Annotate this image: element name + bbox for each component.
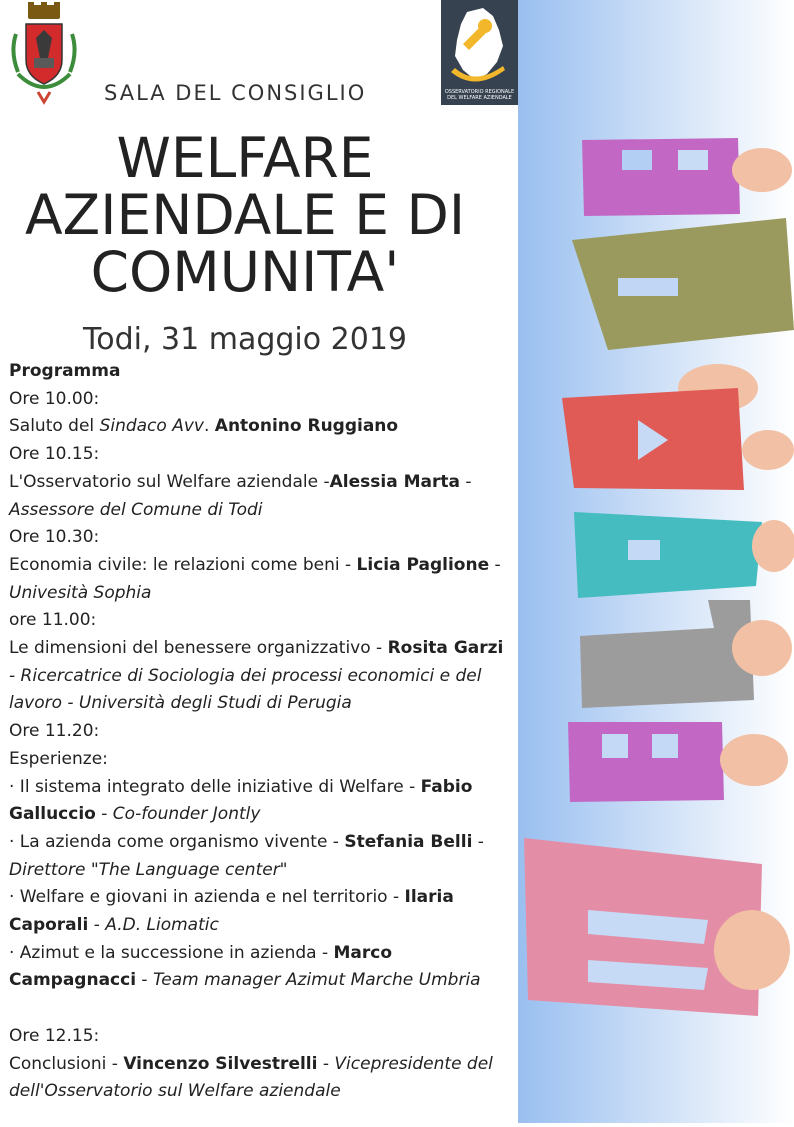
session-detail: [9, 469, 517, 497]
session-time: Ore 10.15:: [9, 444, 100, 465]
experience-item: [9, 884, 517, 912]
spacer: [9, 995, 517, 1023]
speaker-role: Assessore del Comune di Todi: [9, 499, 263, 520]
session-role-line: [9, 663, 517, 691]
title-line-1: WELFARE: [116, 126, 374, 190]
session-detail: [9, 635, 517, 663]
speaker-role: Vicepresidente del: [334, 1053, 493, 1074]
session-detail: [9, 552, 517, 580]
session-detail: [9, 413, 517, 441]
session-text: -: [459, 471, 472, 492]
speaker-role: A.D. Liomatic: [105, 915, 219, 936]
speaker-name: Fabio: [420, 776, 473, 797]
session-role-line: [9, 1078, 517, 1106]
session-text: .: [203, 416, 215, 437]
session-text: -: [88, 915, 106, 936]
experience-item-cont: [9, 912, 517, 940]
experience-item: [9, 829, 517, 857]
experiences-heading: Esperienze:: [9, 748, 108, 769]
session-text: Saluto del: [9, 416, 100, 437]
speaker-name: Galluccio: [9, 804, 96, 825]
session-time: Ore 11.20:: [9, 721, 100, 742]
session-text: -: [317, 1053, 335, 1074]
session-text: · Welfare e giovani in azienda e nel territorio -: [9, 887, 405, 908]
speaker-role: - Ricercatrice di Sociologia dei processi economici e del: [9, 665, 482, 686]
title-line-2: AZIENDALE E DI: [24, 183, 466, 247]
session-time: ore 11.00:: [9, 610, 97, 631]
logo-text-line-1: OSSERVATORIO REGIONALE: [444, 89, 515, 95]
session-text: · Il sistema integrato delle iniziative di Welfare -: [9, 776, 421, 797]
speaker-role: dell'Osservatorio sul Welfare aziendale: [9, 1081, 341, 1102]
observatory-logo: [441, 0, 518, 105]
letter-f: [574, 512, 762, 598]
speaker-name: Alessia Marta: [329, 471, 460, 492]
session-text: · La azienda come organismo vivente -: [9, 831, 345, 852]
venue-label: SALA DEL CONSIGLIO: [104, 81, 367, 105]
logo-text-line-2: DEL WELFARE AZIENDALE: [447, 95, 512, 101]
letter-r: [572, 218, 794, 350]
session-time: Ore 10.30:: [9, 527, 100, 548]
speaker-name: Caporali: [9, 915, 89, 936]
speaker-name: Marco: [333, 942, 393, 963]
session-text: L'Osservatorio sul Welfare aziendale -: [9, 471, 330, 492]
session-text: -: [489, 554, 501, 575]
session-time: Ore 12.15:: [9, 1025, 100, 1046]
program-heading-text: Programma: [9, 361, 121, 381]
speaker-role: Co-founder Jontly: [112, 804, 261, 825]
speaker-name: Ilaria: [404, 887, 454, 908]
event-date: Todi, 31 maggio 2019: [82, 322, 407, 357]
title-line-3: COMUNITA': [90, 240, 400, 304]
session-role-line: [9, 580, 517, 608]
speaker-role: lavoro - Università degli Studi di Perugia: [9, 693, 352, 714]
program-list: [9, 358, 517, 1106]
experience-item: [9, 774, 517, 802]
session-text: -: [95, 804, 113, 825]
letter-l: [580, 600, 754, 708]
session-text: Conclusioni -: [9, 1053, 124, 1074]
speaker-name: Antonino Ruggiano: [214, 416, 399, 437]
event-title: [0, 126, 490, 304]
session-text: Le dimensioni del benessere organizzativo -: [9, 638, 388, 659]
session-detail: [9, 1051, 517, 1079]
session-text: -: [136, 970, 153, 991]
speaker-name: Licia Paglione: [356, 554, 490, 575]
session-role-line: [9, 690, 517, 718]
speaker-name: Rosita Garzi: [387, 638, 504, 659]
speaker-role: Univesità Sophia: [9, 582, 152, 603]
municipal-crest-icon: [8, 2, 80, 110]
session-time: Ore 10.00:: [9, 388, 100, 409]
umbria-map-icon: [441, 4, 518, 89]
experience-item: [9, 940, 517, 968]
letter-a: [562, 388, 744, 490]
welfare-letters-illustration: [518, 0, 794, 1123]
letter-e-top: [582, 138, 740, 216]
speaker-role: Team manager Azimut Marche Umbria: [152, 970, 481, 991]
experience-item-cont: [9, 857, 517, 885]
speaker-name: Stefania Belli: [344, 831, 473, 852]
letter-e-bottom: [568, 722, 724, 802]
session-role-line: [9, 497, 517, 525]
speaker-role: Direttore "The Language center": [9, 859, 288, 880]
session-role: Sindaco Avv: [99, 416, 204, 437]
speaker-name: Vincenzo Silvestrelli: [123, 1053, 318, 1074]
experience-item-cont: [9, 801, 517, 829]
decorative-welfare-panel: [518, 0, 794, 1123]
session-text: -: [472, 831, 484, 852]
experience-item-cont: [9, 967, 517, 995]
speaker-name: Campagnacci: [9, 970, 137, 991]
program-heading: [9, 358, 517, 386]
session-text: · Azimut e la successione in azienda -: [9, 942, 334, 963]
session-text: Economia civile: le relazioni come beni -: [9, 554, 357, 575]
